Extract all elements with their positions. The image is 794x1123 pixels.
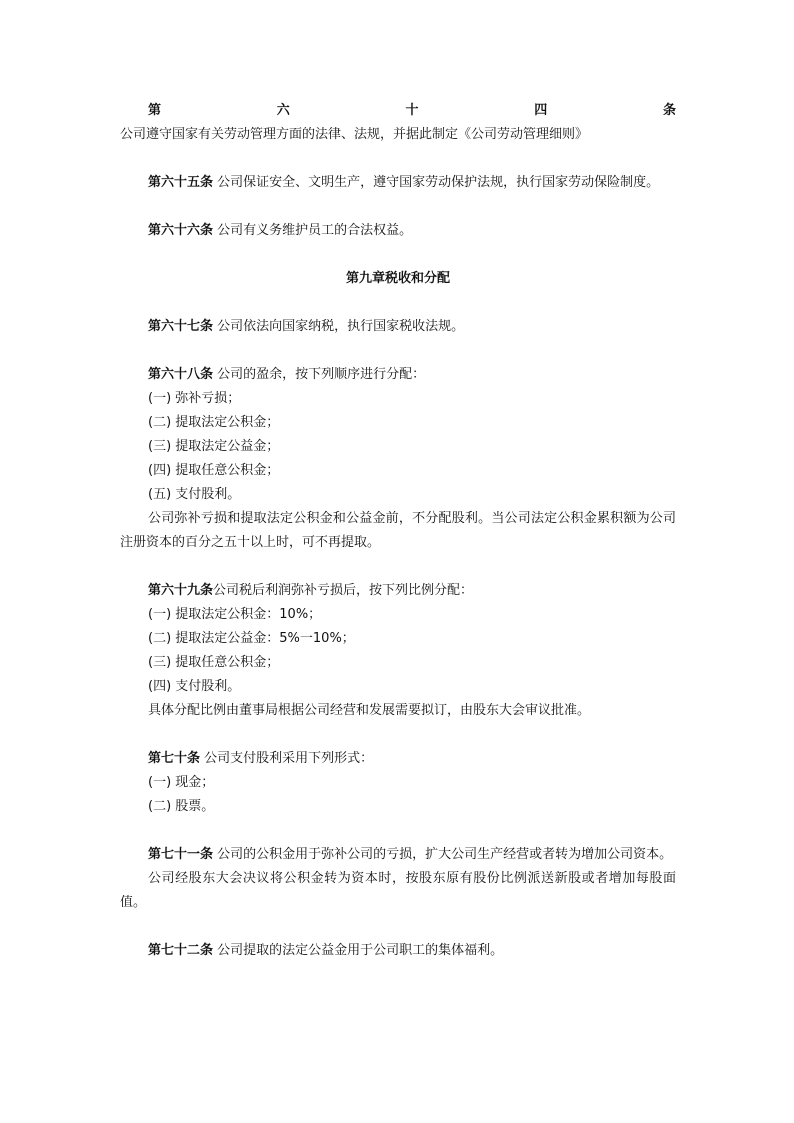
chapter-heading: 第九章税收和分配: [345, 271, 450, 286]
list-item: (三) 提取任意公积金；: [148, 655, 280, 670]
article-66-text: 公司有义务维护员工的合法权益。: [213, 223, 413, 238]
article-66: [120, 219, 676, 243]
list-item: (一) 提取法定公积金：10%；: [148, 607, 322, 622]
article-71: [120, 843, 676, 867]
list-item: (一) 弥补亏损；: [148, 391, 241, 406]
article-70-label: 第七十条: [148, 751, 201, 766]
list-item: (四) 支付股利。: [148, 679, 241, 694]
document-page: [120, 99, 676, 963]
article-72: [120, 939, 676, 963]
article-64-text: 公司遵守国家有关劳动管理方面的法律、法规，并据此制定《公司劳动管理细则》: [120, 127, 589, 142]
list-item: (四) 提取任意公积金；: [148, 463, 280, 478]
article-64: [120, 99, 676, 147]
article-69: [120, 579, 676, 603]
article-67-label: 第六十七条: [148, 319, 214, 334]
list-item: (三) 提取法定公益金；: [148, 439, 280, 454]
article-67: [120, 315, 676, 339]
list-item: (二) 提取法定公积金；: [148, 415, 280, 430]
article-71-text: 公司的公积金用于弥补公司的亏损，扩大公司生产经营或者转为增加公司资本。: [213, 847, 673, 862]
article-65-text: 公司保证安全、文明生产，遵守国家劳动保护法规，执行国家劳动保险制度。: [213, 175, 660, 190]
article-64-label: 第六十四条: [148, 103, 676, 118]
article-66-label: 第六十六条: [148, 223, 214, 238]
article-65: [120, 171, 676, 195]
article-71-label: 第七十一条: [148, 847, 214, 862]
article-69-text: 公司税后利润弥补亏损后，按下列比例分配：: [213, 583, 474, 598]
article-68-note: 公司弥补亏损和提取法定公积金和公益金前，不分配股利。当公司法定公积金累积额为公司注册资本的百分之五十以上时，可不再提取。: [120, 511, 676, 550]
article-68-label: 第六十八条: [148, 367, 214, 382]
article-72-text: 公司提取的法定公益金用于公司职工的集体福利。: [213, 943, 504, 958]
list-item: (一) 现金；: [148, 775, 215, 790]
list-item: (二) 提取法定公益金：5%一10%；: [148, 631, 355, 646]
article-70-text: 公司支付股利采用下列形式：: [200, 751, 374, 766]
article-68: [120, 363, 676, 387]
article-67-text: 公司依法向国家纳税，执行国家税收法规。: [213, 319, 465, 334]
article-70: [120, 747, 676, 771]
article-65-label: 第六十五条: [148, 175, 214, 190]
article-72-label: 第七十二条: [148, 943, 214, 958]
list-item: (二) 股票。: [148, 799, 215, 814]
article-68-text: 公司的盈余，按下列顺序进行分配：: [213, 367, 426, 382]
article-69-note: 具体分配比例由董事局根据公司经营和发展需要拟订，由股东大会审议批准。: [148, 703, 591, 718]
article-69-label: 第六十九条: [148, 583, 214, 598]
article-71-note: 公司经股东大会决议将公积金转为资本时，按股东原有股份比例派送新股或者增加每股面值。: [120, 871, 676, 910]
list-item: (五) 支付股利。: [148, 487, 241, 502]
